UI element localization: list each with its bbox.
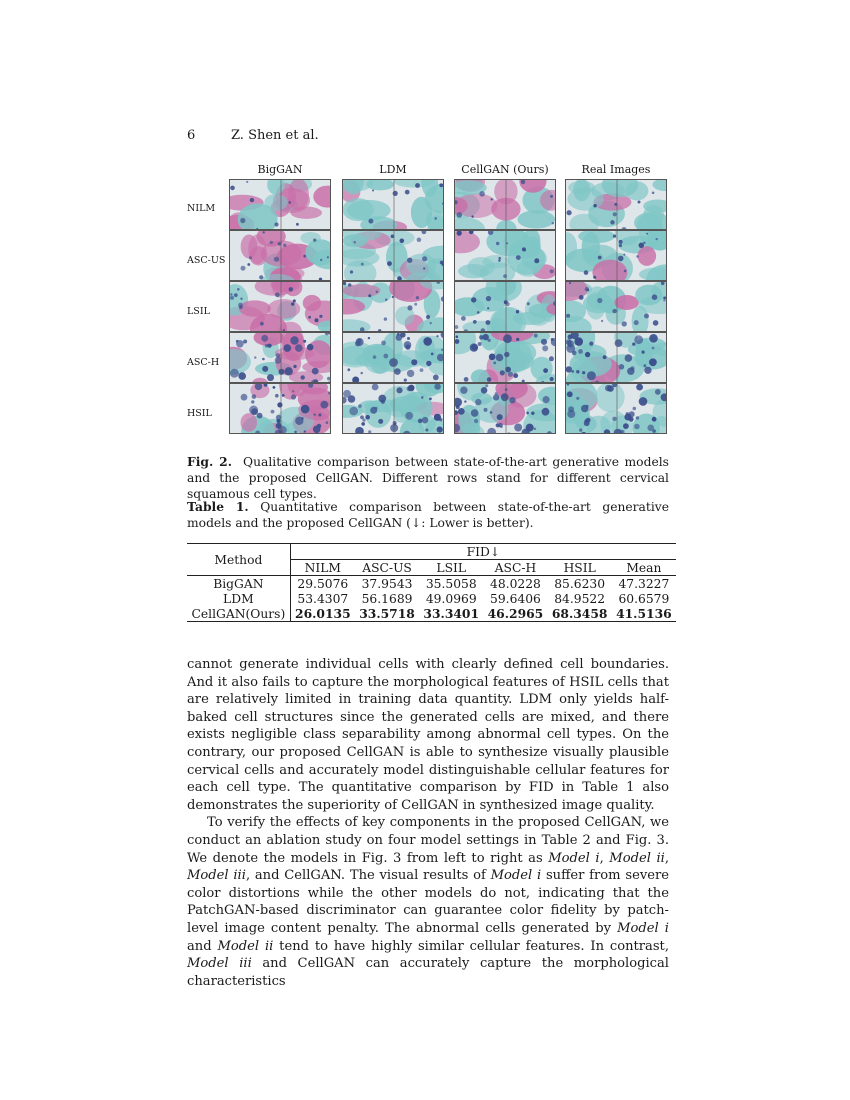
cell-image-panel	[454, 383, 556, 434]
col-header: ASC-US	[362, 560, 412, 575]
cell-image-panel	[565, 230, 667, 281]
cell-image-panel	[565, 332, 667, 383]
row-method: BigGAN	[187, 576, 290, 592]
text-run: , and CellGAN. The visual results of	[245, 868, 491, 884]
model-name: Model i	[548, 850, 600, 866]
row-method: LDM	[187, 591, 290, 606]
cell-image-panel	[565, 383, 667, 434]
row-label-lsil: LSIL	[187, 306, 210, 317]
running-authors: Z. Shen et al.	[231, 128, 319, 143]
cell: 84.9522	[554, 591, 606, 606]
table-caption-text: Quantitative comparison between state-of-the-art generative models and the proposed CellGAN (↓: Lower is better).	[187, 500, 669, 530]
text-run: tend to have highly similar cellular features. In contrast,	[273, 938, 669, 954]
col-header: NILM	[304, 560, 342, 575]
cell-image-panel	[454, 332, 556, 383]
cell-image-panel	[454, 281, 556, 332]
text-run: To verify the effects of key components in the proposed CellGAN, we conduct an ablation study on four model settings in Table 2 and Fig. 3. We denote the models in Fig. 3 from left to right as	[187, 815, 669, 866]
method-header: Method	[187, 544, 290, 576]
results-table	[187, 543, 676, 622]
cell-image-panel	[454, 179, 556, 230]
cell-image-panel	[229, 179, 331, 230]
col-header: Mean	[626, 560, 662, 575]
figure-caption	[187, 454, 669, 502]
figure-2	[187, 163, 669, 441]
table-row	[187, 606, 676, 622]
text-run: ,	[599, 850, 610, 866]
cell-image-panel	[342, 332, 444, 383]
cell: 26.0135	[290, 606, 355, 622]
cell-image-panel	[229, 281, 331, 332]
table-row	[187, 576, 676, 592]
cell: 33.5718	[355, 606, 419, 622]
cell: 46.2965	[483, 606, 547, 622]
text-run: suffer from severe color distortions while the other models do not, indicating that the PatchGAN-based discriminator can guarantee color fidelity by patch-level image content penalty. The abnormal cells generated by	[187, 868, 669, 936]
text-run: and	[187, 938, 218, 954]
model-name: Model ii	[217, 938, 274, 954]
cell: 47.3227	[612, 576, 676, 592]
model-name: Model ii	[609, 850, 665, 866]
table-row	[187, 591, 676, 606]
cell: 56.1689	[361, 591, 413, 606]
fid-header: FID↓	[290, 544, 676, 560]
cell-image-panel	[342, 281, 444, 332]
cell: 37.9543	[355, 576, 419, 592]
body-text	[187, 656, 669, 990]
cell: 29.5076	[290, 576, 355, 592]
cell-image-panel	[342, 383, 444, 434]
cell-image-panel	[565, 281, 667, 332]
cell: 59.6406	[490, 591, 541, 606]
model-name: Model i	[617, 920, 669, 936]
figure-caption-label: Fig. 2.	[187, 454, 232, 469]
cell-image-panel	[229, 332, 331, 383]
table-caption	[187, 499, 669, 531]
cell: 60.6579	[618, 591, 670, 606]
col-title-real: Real Images	[581, 163, 651, 176]
col-title-cellgan: CellGAN (Ours)	[461, 163, 549, 176]
cell: 33.3401	[419, 606, 483, 622]
cell: 68.3458	[548, 606, 612, 622]
cell-image-panel	[342, 179, 444, 230]
row-label-asc-us: ASC-US	[187, 255, 226, 266]
model-name: Model iii	[187, 956, 252, 972]
cell-image-panel	[454, 230, 556, 281]
col-header: LSIL	[436, 560, 467, 575]
cell-image-panel	[229, 230, 331, 281]
cell: 85.6230	[548, 576, 612, 592]
table-caption-label: Table 1.	[187, 499, 249, 514]
cell: 49.0969	[425, 591, 477, 606]
cell: 35.5058	[419, 576, 483, 592]
page-header	[187, 128, 319, 143]
paragraph-1: cannot generate individual cells with clearly defined cell boundaries. And it also fails to capture the morphological features of HSIL cells that are relatively limited in training data quantity. LDM only yields half-baked cell structures since the generated cells are mixed, and there exists negligible class separability among abnormal cell types. On the contrary, our proposed CellGAN is able to synthesize visually plausible cervical cells and accurately model distinguishable cellular features for each cell type. The quantitative comparison by FID in Table 1 also demonstrates the superiority of CellGAN in synthesized image quality.	[187, 657, 669, 813]
page-number: 6	[187, 128, 196, 143]
figure-caption-text: Qualitative comparison between state-of-the-art generative models and the proposed CellGAN. Different rows stand for different cervical squamous cell types.	[187, 455, 669, 501]
paragraph-2	[187, 814, 669, 990]
cell: 41.5136	[612, 606, 676, 622]
cell-image-panel	[342, 230, 444, 281]
row-method: CellGAN(Ours)	[187, 606, 290, 622]
row-label-nilm: NILM	[187, 203, 216, 214]
row-label-asc-h: ASC-H	[187, 357, 220, 368]
col-title-biggan: BigGAN	[257, 163, 303, 176]
cell-image-panel	[565, 179, 667, 230]
cell: 48.0228	[483, 576, 547, 592]
cell: 53.4307	[297, 591, 349, 606]
text-run: ,	[664, 850, 669, 866]
text-run: and CellGAN can accurately capture the morphological characteristics	[187, 956, 669, 989]
model-name: Model i	[490, 868, 542, 884]
col-header: ASC-H	[494, 560, 537, 575]
cell-image-panel	[229, 383, 331, 434]
row-label-hsil: HSIL	[187, 408, 212, 419]
col-header: HSIL	[563, 560, 596, 575]
model-name: Model iii	[187, 868, 246, 884]
col-title-ldm: LDM	[379, 163, 407, 176]
